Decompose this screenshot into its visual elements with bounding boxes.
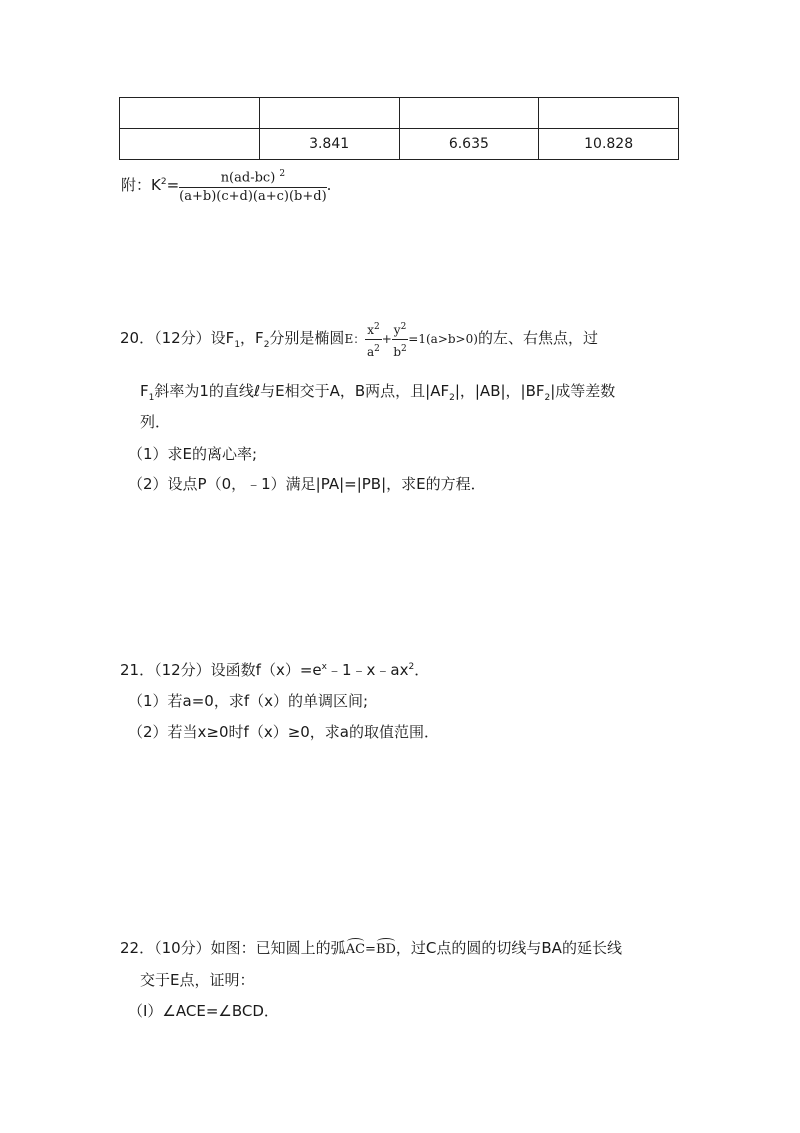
table-cell [120, 98, 260, 129]
a-sup: 2 [374, 344, 380, 354]
q21-text: ． [414, 661, 430, 679]
table-cell: 10.828 [539, 129, 679, 160]
q20-part1: （1）求E的离心率; [128, 445, 258, 463]
x-sup: 2 [373, 322, 380, 332]
q20-text: F [140, 382, 149, 400]
q20-line3: 列． [140, 413, 171, 431]
x-num: x [367, 323, 374, 337]
appendix-prefix: 附： [121, 176, 152, 195]
y-num: y [393, 323, 401, 337]
y-fraction [392, 318, 409, 361]
ellipse-rhs: =1(a>b>0) [408, 332, 478, 346]
table-cell: 6.635 [399, 129, 539, 160]
q20-text: 斜率为1的直线ℓ与E相交于A，B两点，且|AF [154, 382, 450, 400]
arc-bd: BD [375, 942, 396, 957]
formula-eq: = [166, 176, 180, 195]
b-den: b [393, 345, 402, 359]
q20-part2: （2）设点P（0，﹣1）满足|PA|=|PB|，求E的方程． [128, 475, 486, 493]
q20-text: ，F [240, 329, 264, 347]
q20-text: 分别是椭圆 [269, 329, 345, 347]
b-sup: 2 [401, 344, 407, 354]
table-cell [539, 98, 679, 129]
x-fraction [365, 318, 382, 361]
y-sup: 2 [400, 322, 407, 332]
q20-sub: 2 [449, 393, 455, 403]
q22-text: 22．（10分）如图：已知圆上的弧 [120, 939, 346, 957]
arc-equation [346, 942, 396, 957]
arc-eq: = [365, 942, 376, 957]
table-cell [399, 98, 539, 129]
fraction-numerator [179, 165, 327, 188]
q21-text: ﹣1﹣x﹣ax [326, 661, 409, 679]
table-row [120, 129, 679, 160]
chi-square-fraction [179, 165, 327, 206]
q21-line1 [120, 659, 429, 680]
q22-text: ，过C点的圆的切线与BA的延长线 [395, 939, 622, 957]
q20-text: |，|AB|，|BF [454, 382, 545, 400]
q20-text: 20．（12分）设F [120, 329, 235, 347]
table-cell [120, 129, 260, 160]
q20-text: 的左、右焦点，过 [477, 329, 598, 347]
q20-sub: 2 [263, 340, 270, 350]
formula-end: . [326, 176, 332, 195]
numerator-text: n(ad-bc) [220, 170, 276, 186]
numerator-sup: 2 [279, 169, 286, 179]
a-den: a [367, 345, 375, 359]
q21-text: 21．（12分）设函数f（x）=e [120, 661, 322, 679]
q20-sub: 2 [544, 393, 551, 403]
q21-sup: x [321, 662, 327, 672]
q20-sub: 1 [234, 340, 241, 350]
q22-part1: （Ⅰ）∠ACE=∠BCD． [128, 1002, 279, 1020]
arc-ac: AC [345, 942, 366, 957]
q21-part1: （1）若a=0，求f（x）的单调区间; [128, 692, 369, 710]
formula-lhs: K [151, 176, 161, 195]
ellipse-formula [344, 322, 478, 359]
critical-value-table [119, 97, 679, 160]
ellipse-label: E： [344, 332, 366, 346]
q21-sup: 2 [408, 662, 415, 672]
appendix-formula [121, 165, 331, 206]
plus-sign: + [381, 332, 392, 346]
table-cell: 3.841 [259, 129, 399, 160]
q21-part2: （2）若当x≥0时f（x）≥0，求a的取值范围． [128, 723, 439, 741]
q20-sub: 1 [148, 393, 155, 403]
q20-line2 [140, 380, 615, 403]
formula-sup: 2 [160, 177, 167, 188]
table-row [120, 98, 679, 129]
q20-line1 [120, 318, 598, 361]
fraction-denominator: (a+b)(c+d)(a+c)(b+d) [179, 189, 327, 205]
table-cell [259, 98, 399, 129]
q20-text: |成等差数 [550, 382, 616, 400]
q22-line1 [120, 937, 622, 958]
q22-line2: 交于E点，证明： [140, 971, 255, 989]
